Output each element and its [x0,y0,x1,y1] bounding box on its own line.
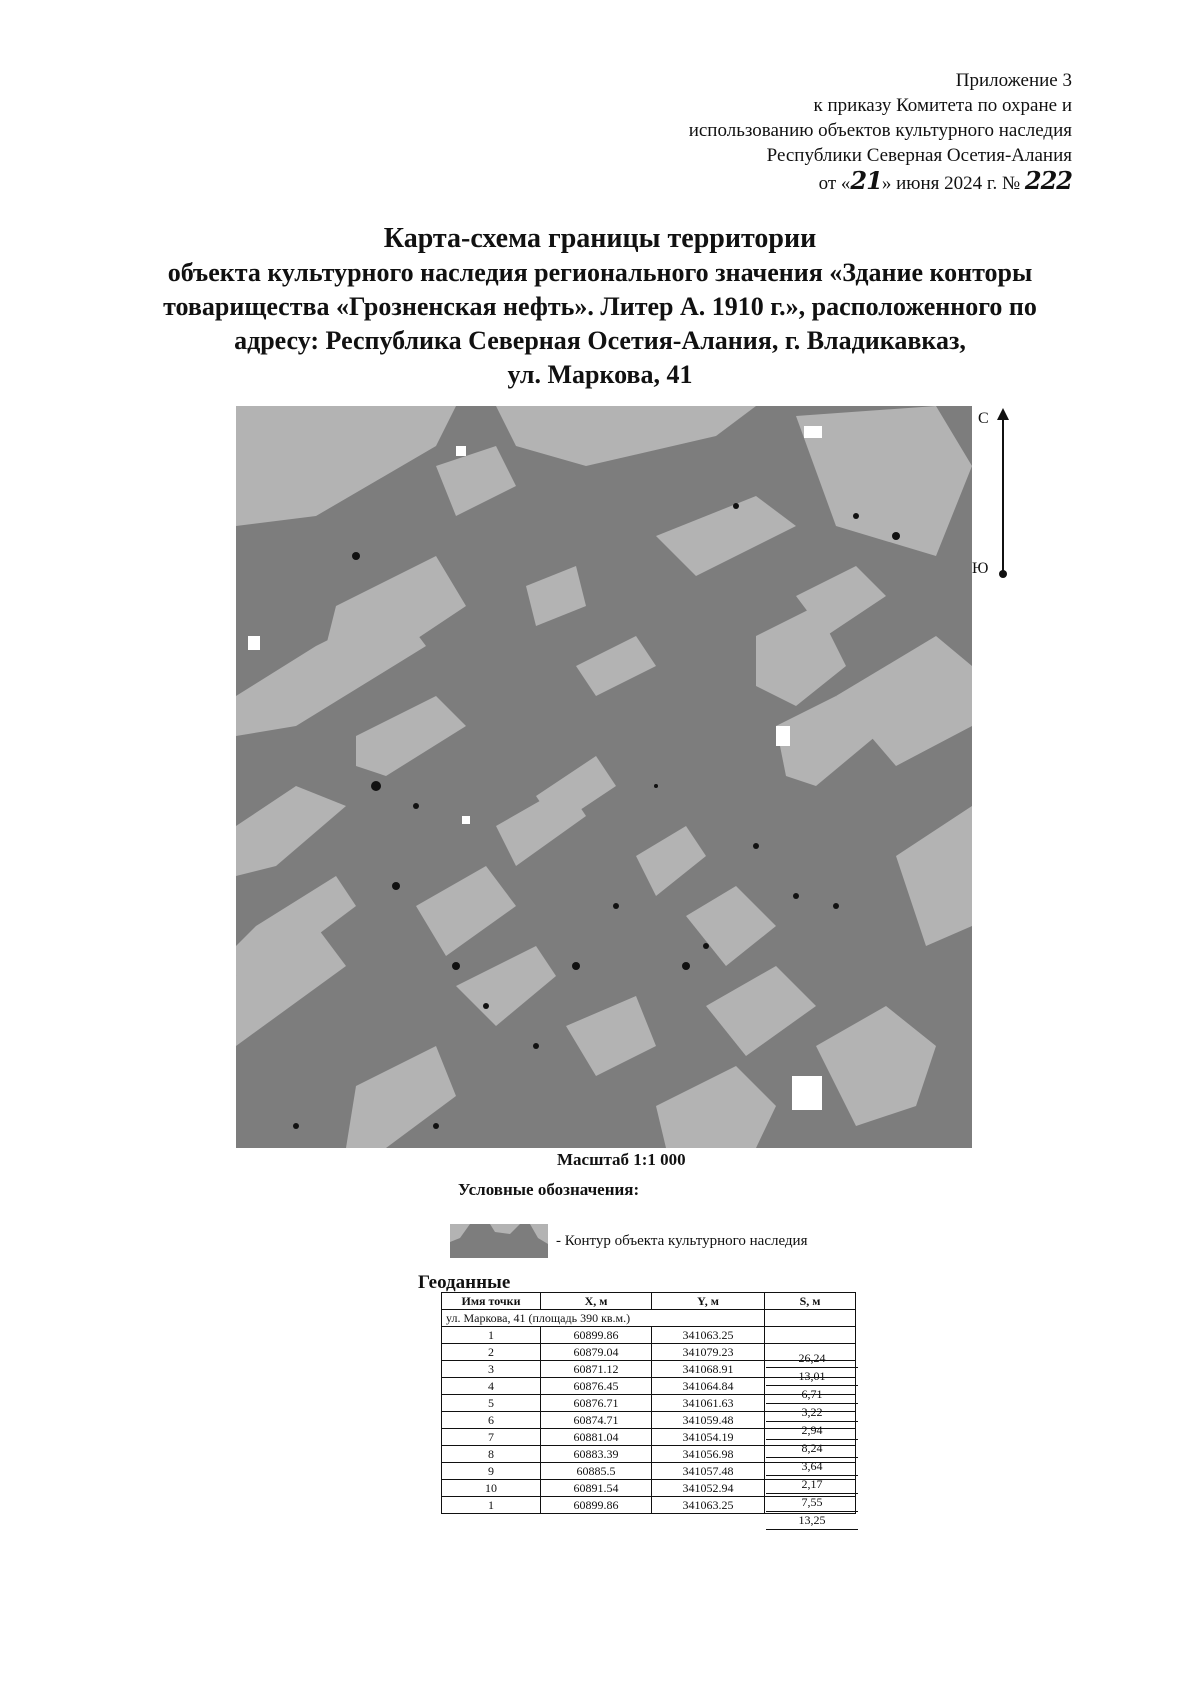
document-title [100,222,1100,392]
aerial-map-image [236,406,972,1148]
distance-value: 13,01 [766,1368,858,1386]
legend-title: Условные обозначения: [458,1180,640,1199]
distance-value: 2,17 [766,1476,858,1494]
committee-name: использованию объектов культурного наследия [688,120,1072,141]
title-line-2: объекта культурного наследия регионального значения «Здание конторы [167,258,1033,287]
x-cell: 60876.45 [541,1378,652,1395]
y-cell: 341054.19 [652,1429,765,1446]
appendix-label: Приложение 3 [955,70,1072,91]
point-cell: 4 [442,1378,541,1395]
north-label: С [978,410,989,427]
x-cell: 60883.39 [541,1446,652,1463]
legend-swatch-texture [450,1224,548,1258]
x-cell: 60899.86 [541,1327,652,1344]
header-y: Y, м [652,1293,765,1310]
point-cell: 7 [442,1429,541,1446]
y-cell: 341068.91 [652,1361,765,1378]
x-cell: 60885.5 [541,1463,652,1480]
y-cell: 341063.25 [652,1327,765,1344]
aerial-map [236,406,972,1148]
title-line-4: адресу: Республика Северная Осетия-Алания, г. Владикавказ, [234,326,966,355]
y-cell: 341052.94 [652,1480,765,1497]
legend-swatch [450,1224,548,1258]
point-cell: 1 [442,1327,541,1344]
distance-value: 13,25 [766,1512,858,1530]
header-point-name: Имя точки [442,1293,541,1310]
map-scale: Масштаб 1:1 000 [557,1150,686,1169]
document-header [689,68,1072,196]
x-cell: 60881.04 [541,1429,652,1446]
distance-value: 2,94 [766,1422,858,1440]
point-cell: 10 [442,1480,541,1497]
title-line-1: Карта-схема границы территории [383,223,817,254]
legend-label: - Контур объекта культурного наследия [556,1233,808,1249]
address-row [442,1310,856,1327]
republic-name: Республики Северная Осетия-Алания [766,145,1072,166]
y-cell: 341064.84 [652,1378,765,1395]
distance-value: 3,64 [766,1458,858,1476]
distance-value: 8,24 [766,1440,858,1458]
y-cell: 341056.98 [652,1446,765,1463]
point-cell: 3 [442,1361,541,1378]
y-cell: 341057.48 [652,1463,765,1480]
date-day: 21 [850,166,882,195]
x-cell: 60879.04 [541,1344,652,1361]
compass-axis [1002,414,1004,574]
distance-value: 3,22 [766,1404,858,1422]
address-s-cell [765,1310,856,1327]
order-date-line [689,168,1072,196]
distance-column [766,1342,858,1542]
x-cell: 60899.86 [541,1497,652,1514]
header-x: X, м [541,1293,652,1310]
x-cell: 60876.71 [541,1395,652,1412]
point-cell: 9 [442,1463,541,1480]
point-cell: 1 [442,1497,541,1514]
x-cell: 60871.12 [541,1361,652,1378]
y-cell: 341059.48 [652,1412,765,1429]
date-prefix: от « [818,173,851,194]
order-number: 222 [1024,166,1072,195]
order-reference: к приказу Комитета по охране и [813,95,1072,116]
date-middle: » июня 2024 г. № [881,173,1021,194]
x-cell: 60891.54 [541,1480,652,1497]
distance-value: 7,55 [766,1494,858,1512]
south-marker-icon [999,570,1007,578]
x-cell: 60874.71 [541,1412,652,1429]
point-cell: 2 [442,1344,541,1361]
y-cell: 341063.25 [652,1497,765,1514]
south-label: Ю [972,560,989,577]
distance-value: 6,71 [766,1386,858,1404]
geodata-title: Геоданные [418,1272,511,1293]
title-line-3: товарищества «Грозненская нефть». Литер А. 1910 г.», расположенного по [163,292,1037,321]
point-cell: 6 [442,1412,541,1429]
geodata-header-row [442,1293,856,1310]
y-cell: 341061.63 [652,1395,765,1412]
north-south-indicator [972,410,1028,580]
y-cell: 341079.23 [652,1344,765,1361]
title-line-5: ул. Маркова, 41 [507,360,693,389]
distance-value: 26,24 [766,1350,858,1368]
s-cell-empty [765,1327,856,1344]
point-cell: 5 [442,1395,541,1412]
table-row [442,1327,856,1344]
header-s: S, м [765,1293,856,1310]
address-cell: ул. Маркова, 41 (площадь 390 кв.м.) [442,1310,765,1327]
point-cell: 8 [442,1446,541,1463]
